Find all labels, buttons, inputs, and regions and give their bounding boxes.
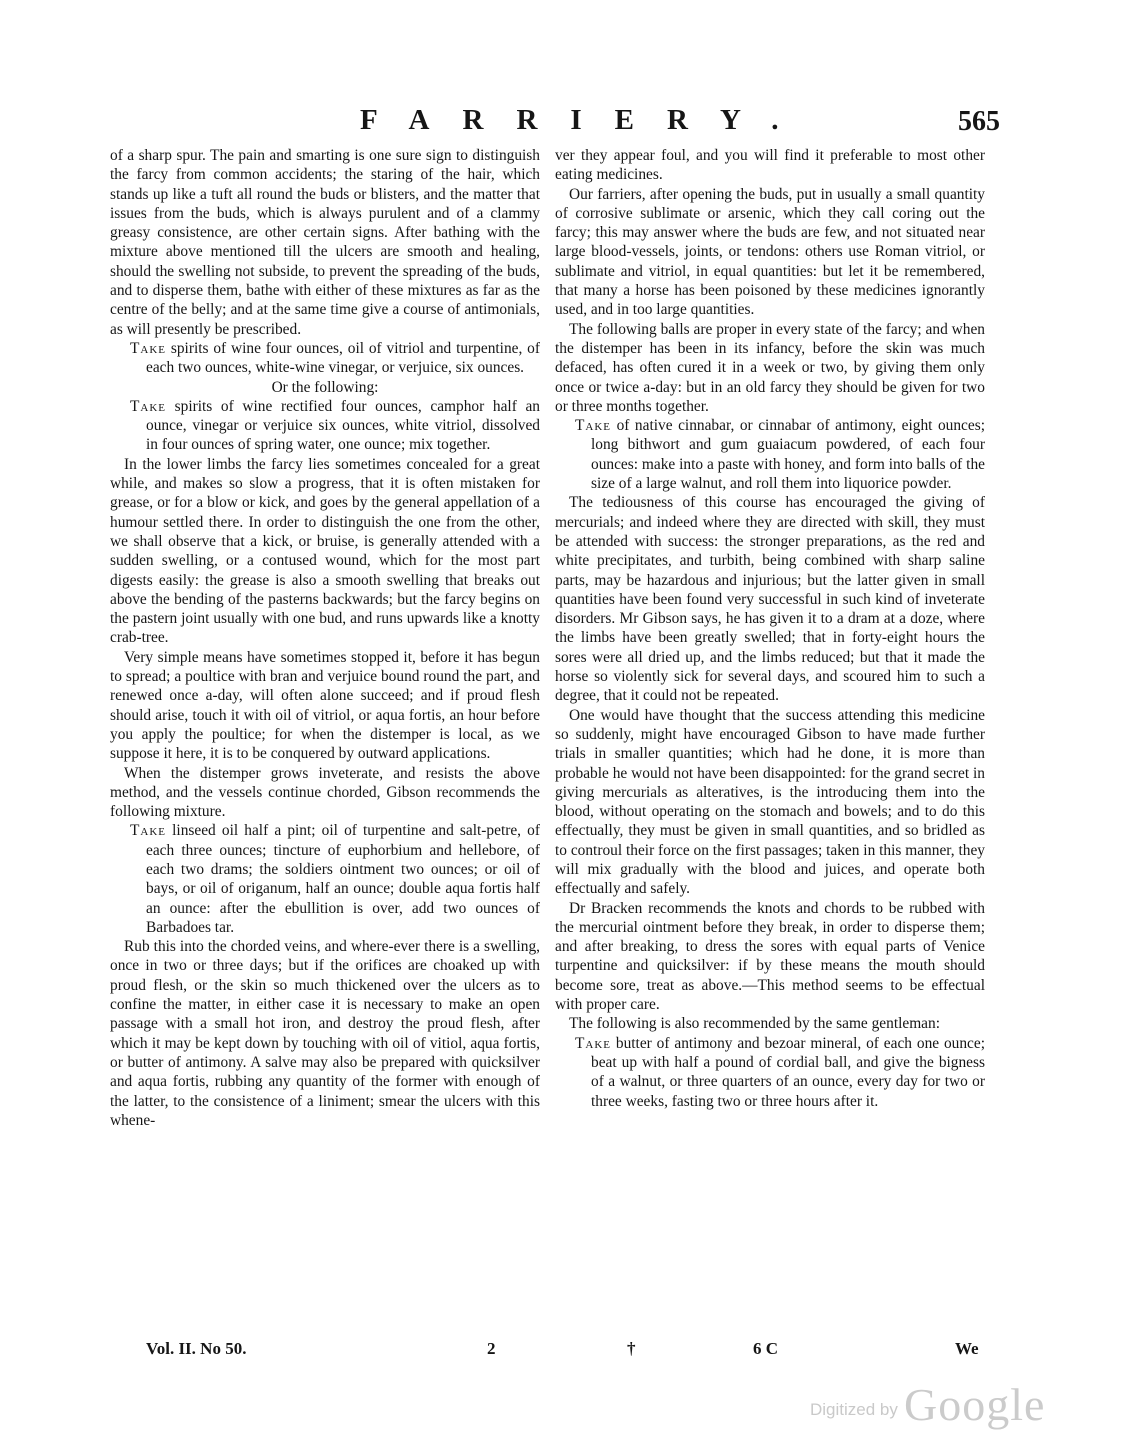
dagger-mark: †: [627, 1339, 636, 1358]
body-paragraph: ver they appear foul, and you will find it preferable to most other eating medicines.: [555, 147, 985, 184]
left-column: [110, 146, 540, 1130]
running-title: FARRIERY.: [360, 104, 812, 136]
recipe-paragraph: [130, 397, 540, 455]
watermark-prefix: Digitized by: [810, 1400, 898, 1419]
body-paragraph: Dr Bracken recommends the knots and chords to be rubbed with the mercurial ointment before they break, in order to disperse them; and after breaking, to dress the sores with equal parts of Venice turpentine and quicksilver: if by these means the mouth should become sore, treat as above.—This method seems to be effectual with proper care.: [555, 899, 985, 1014]
running-head: [360, 104, 1000, 144]
body-paragraph: In the lower limbs the farcy lies sometimes concealed for a great while, and makes so slow a progress, that it is often mistaken for grease, or for a blow or kick, and goes by the general appellation of a humour settled there. In order to distinguish the one from the other, we shall observe that a kick, or bruise, is generally attended with a sudden swelling, or a contused wound, which for the most part digests easily: the grease is also a smooth swelling that breaks out above the bending of the pasterns backwards; but the farcy begins on the pastern joint usually with one bud, and runs upwards like a knotty crab-tree.: [110, 455, 540, 647]
recipe-paragraph: [575, 1034, 985, 1111]
body-paragraph: The tediousness of this course has encouraged the giving of mercurials; and indeed where they are directed with skill, they must be attended with success: the stronger preparations, as the red and white precipitates, and turbith, being combined with sharp saline parts, may be hazardous and injurious; but the latter given in small quantities have been found very successful in such kind of inveterate disorders. Mr Gibson says, he has given it to a dram at a doze, where the limbs have been greatly swelled; that in forty-eight hours the sores were all dried up, and the limbs reduced; but that it made the horse so violently sick for several days, and scoured him to such a degree, that it could not be repeated.: [555, 494, 985, 705]
recipe-lead-word: Take: [575, 417, 612, 435]
recipe-paragraph: [130, 821, 540, 937]
catchword: We: [955, 1339, 979, 1358]
body-paragraph: of a sharp spur. The pain and smarting is one sure sign to distinguish the farcy from common accidents; the staring of the hair, which stands up like a tuft all round the buds or blisters, and the matter that issues from the buds, which is always purulent and of a clammy greasy consistence, are other certain signs. After bathing with the mixture above mentioned till the ulcers are smooth and healing, should the swelling not subside, to prevent the spreading of the buds, and to disperse them, bathe with either of these mixtures as far as the centre of the belly; and at the same time give a course of antimonials, as will presently be prescribed.: [110, 147, 540, 338]
volume-number: Vol. II. No 50.: [146, 1339, 247, 1358]
digitized-by-google-watermark: [810, 1378, 1050, 1428]
recipe-lead-word: Take: [575, 1034, 612, 1052]
recipe-text: of native cinnabar, or cinnabar of antimony, eight ounces; long bithwort and gum guaiacum powdered, of each four ounces: make into a paste with honey, and form into balls of the size of a large walnut, and roll them into liquorice powder.: [591, 417, 985, 493]
recipe-lead-word: Take: [130, 339, 167, 357]
body-paragraph: Rub this into the chorded veins, and where-ever there is a swelling, once in two or three days; but if the orifices are choaked up with proud flesh, or the skin so much thickened over the ulcers as to confine the matter, in either case it is necessary to make an open passage with a small hot iron, and destroy the proud flesh, after which it may be kept down by touching with oil of vitiol, aqua fortis, or butter of antimony. A salve may also be prepared with quicksilver and aqua fortis, rubbing any quantity of the former with enough of the latter, to the consistence of a liniment; smear the ulcers with this whene-: [110, 938, 540, 1129]
google-logo: Google: [904, 1379, 1046, 1430]
recipe-text: spirits of wine four ounces, oil of vitriol and turpentine, of each two ounces, white-wine vinegar, or verjuice, six ounces.: [146, 339, 540, 377]
centered-line: Or the following:: [271, 378, 379, 396]
recipe-paragraph: [575, 416, 985, 493]
body-paragraph: The following is also recommended by the same gentleman:: [569, 1015, 940, 1033]
recipe-text: butter of antimony and bezoar mineral, of each one ounce; beat up with half a pound of cordial ball, and give the bigness of a walnut, or three quarters of an ounce, every day for two or three weeks, fasting two or three hours after it.: [591, 1034, 985, 1110]
signature-mark: 2: [487, 1339, 496, 1358]
recipe-paragraph: [130, 339, 540, 378]
signature-mark-6c: 6 C: [753, 1339, 779, 1358]
body-paragraph: Very simple means have sometimes stopped it, before it has begun to spread; a poultice with bran and verjuice bound round the part, and renewed once a-day, will often alone succeed; and if proud flesh should arise, touch it with oil of vitriol, or aqua fortis, an hour before you apply the poultice; for when the distemper is local, as we suppose it here, it is to be conquered by outward applications.: [110, 648, 540, 763]
body-paragraph: When the distemper grows inveterate, and resists the above method, and the vessels continue chorded, Gibson recommends the following mixture.: [110, 764, 540, 821]
body-paragraph: The following balls are proper in every state of the farcy; and when the distemper has been in its infancy, before the skin was much defaced, has often cured it in a week or two, by giving them only once or twice a-day: but in an old farcy they should be given for two or three months together.: [555, 320, 985, 415]
recipe-lead-word: Take: [130, 822, 167, 840]
recipe-lead-word: Take: [130, 397, 167, 415]
recipe-text: spirits of wine rectified four ounces, camphor half an ounce, vinegar or verjuice six ounces, white vitriol, dissolved in four ounces of spring water, one ounce; mix together.: [146, 397, 540, 454]
recipe-text: linseed oil half a pint; oil of turpentine and salt-petre, of each three ounces; tincture of euphorbium and hellebore, of each two drams; the soldiers ointment two ounces; or oil of bays, or oil of origanum, half an ounce; double aqua fortis half an ounce: after the ebullition is over, add two ounces of Barbadoes tar.: [146, 822, 540, 936]
right-column: [555, 146, 985, 1111]
body-paragraph: Our farriers, after opening the buds, put in usually a small quantity of corrosive sublimate or arsenic, which they call coring out the farcy; this may answer where the buds are few, and not situated near large blood-vessels, joints, or tendons: others use Roman vitriol, or sublimate and vitriol, in equal quantities: but let it be remembered, that many a horse has been poisoned by these medicines ignorantly used, and in too large quantities.: [555, 185, 985, 319]
page-number: 565: [958, 106, 1000, 137]
body-paragraph: One would have thought that the success attending this medicine so suddenly, might have encouraged Gibson to have made further trials in smaller quantities; which had he done, it is more than probable he would not have been disappointed: for the grand secret in giving mercurials as alteratives, is the introducing them into the blood, without operating on the stomach and bowels; and to do this effectually, they must be given in small quantities, and so bridled as to controul their force on the first passages; taken in this manner, they will mix gradually with the blood and juices, and operate both effectually and safely.: [555, 706, 985, 898]
